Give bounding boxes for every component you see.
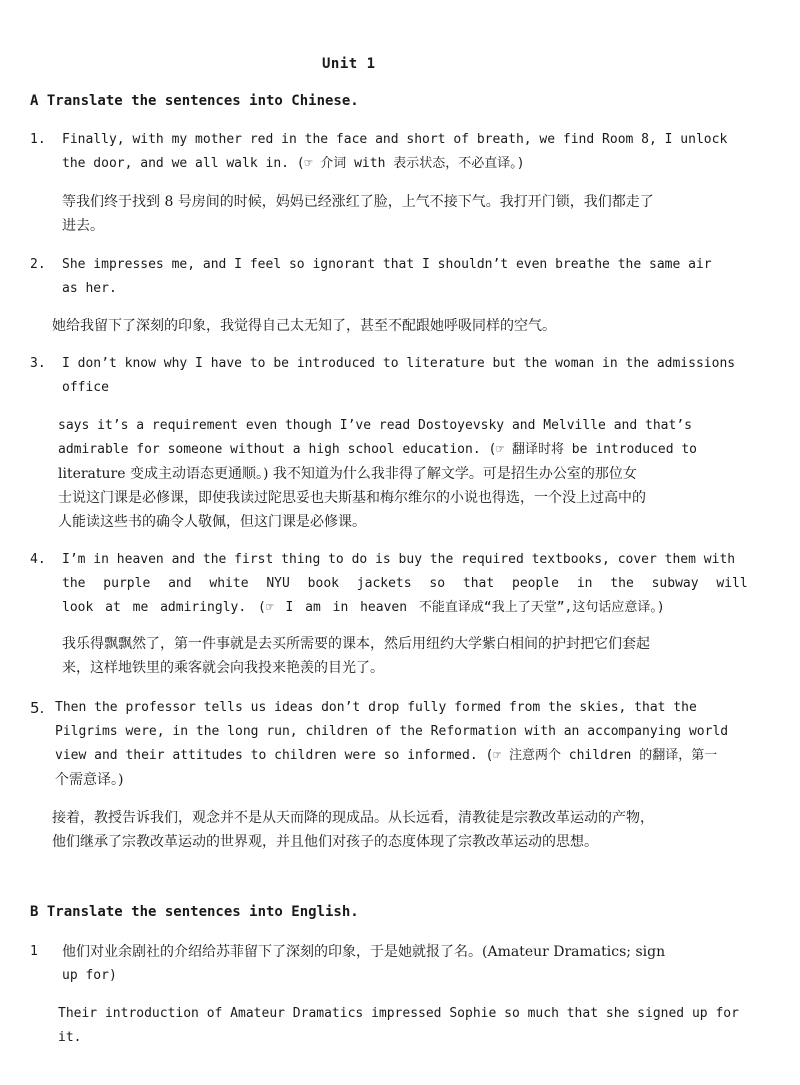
chinese-translation-line: 他们继承了宗教改革运动的世界观，并且他们对孩子的态度体现了宗教改革运动的思想。 bbox=[52, 834, 598, 850]
english-sentence-line: 个需意译。) bbox=[55, 772, 124, 788]
english-sentence-line: as her. bbox=[62, 281, 117, 296]
chinese-translation-line: 士说这门课是必修课，即使我读过陀思妥也夫斯基和梅尔维尔的小说也得选，一个没上过高中的 bbox=[58, 490, 646, 506]
english-sentence-line: Finally, with my mother red in the face and short of breath, we find Room 8, I unlock bbox=[62, 132, 728, 147]
chinese-translation-line: 来，这样地铁里的乘客就会向我投来艳羡的目光了。 bbox=[62, 660, 384, 676]
english-translation-line: it. bbox=[58, 1030, 82, 1045]
english-translation-line: Their introduction of Amateur Dramatics impressed Sophie so much that she signed up for bbox=[58, 1006, 739, 1021]
item-number: 3. bbox=[30, 356, 46, 371]
chinese-translation-line: 进去。 bbox=[62, 218, 104, 234]
english-sentence-line: office bbox=[62, 380, 109, 395]
section-b-heading: B Translate the sentences into English. bbox=[30, 904, 359, 920]
chinese-translation-line: 我乐得飘飘然了，第一件事就是去买所需要的课本，然后用纽约大学紫白相间的护封把它们套起 bbox=[62, 636, 650, 652]
chinese-translation-line: 等我们终于找到 8 号房间的时候，妈妈已经涨红了脸，上气不接下气。我打开门锁，我们都走了 bbox=[62, 194, 654, 210]
item-number: 4. bbox=[30, 552, 46, 567]
english-sentence-line: Then the professor tells us ideas don’t drop fully formed from the skies, that the bbox=[55, 700, 697, 715]
item-number: 1. bbox=[30, 132, 46, 147]
item-number: 2. bbox=[30, 257, 46, 272]
english-sentence-line: view and their attitudes to children were so informed. (☞ 注意两个 children 的翻译，第一 bbox=[55, 748, 718, 763]
english-sentence-line: I’m in heaven and the first thing to do is buy the required textbooks, cover them with bbox=[62, 552, 736, 567]
item-number: 5. bbox=[30, 699, 45, 717]
chinese-translation-line: 接着，教授告诉我们，观念并不是从天而降的现成品。从长远看，清教徒是宗教改革运动的产物， bbox=[52, 810, 654, 826]
mixed-paragraph-line: says it’s a requirement even though I’ve read Dostoyevsky and Melville and that’s bbox=[58, 418, 692, 433]
chinese-translation-line: 人能读这些书的确令人敬佩，但这门课是必修课。 bbox=[58, 514, 366, 530]
english-sentence-line: the door, and we all walk in. (☞ 介词 with 表示状态，不必直译。) bbox=[62, 156, 525, 171]
english-sentence-line: I don’t know why I have to be introduced to literature but the woman in the admissions bbox=[62, 356, 736, 371]
english-sentence-line: the purple and white NYU book jackets so that people in the subway will bbox=[62, 576, 748, 591]
page-title: Unit 1 bbox=[322, 56, 376, 72]
mixed-paragraph-line: literature 变成主动语态更通顺。) 我不知道为什么我非得了解文学。可是招生办公室的那位女 bbox=[58, 466, 637, 482]
english-sentence-line: look at me admiringly. (☞ I am in heaven 不能直译成“我上了天堂”,这句话应意译。) bbox=[62, 600, 665, 615]
chinese-translation-line: 她给我留下了深刻的印象，我觉得自己太无知了，甚至不配跟她呼吸同样的空气。 bbox=[52, 318, 556, 334]
english-sentence-line: Pilgrims were, in the long run, children of the Reformation with an accompanying world bbox=[55, 724, 729, 739]
mixed-paragraph-line: admirable for someone without a high school education. (☞ 翻译时将 be introduced to bbox=[58, 442, 697, 457]
chinese-sentence-line: up for) bbox=[62, 968, 117, 983]
item-number: 1 bbox=[30, 944, 38, 959]
english-sentence-line: She impresses me, and I feel so ignorant that I shouldn’t even breathe the same air bbox=[62, 257, 712, 272]
section-a-heading: A Translate the sentences into Chinese. bbox=[30, 93, 359, 109]
chinese-sentence-line: 他们对业余剧社的介绍给苏菲留下了深刻的印象，于是她就报了名。(Amateur Dramatics; sign bbox=[62, 944, 666, 960]
